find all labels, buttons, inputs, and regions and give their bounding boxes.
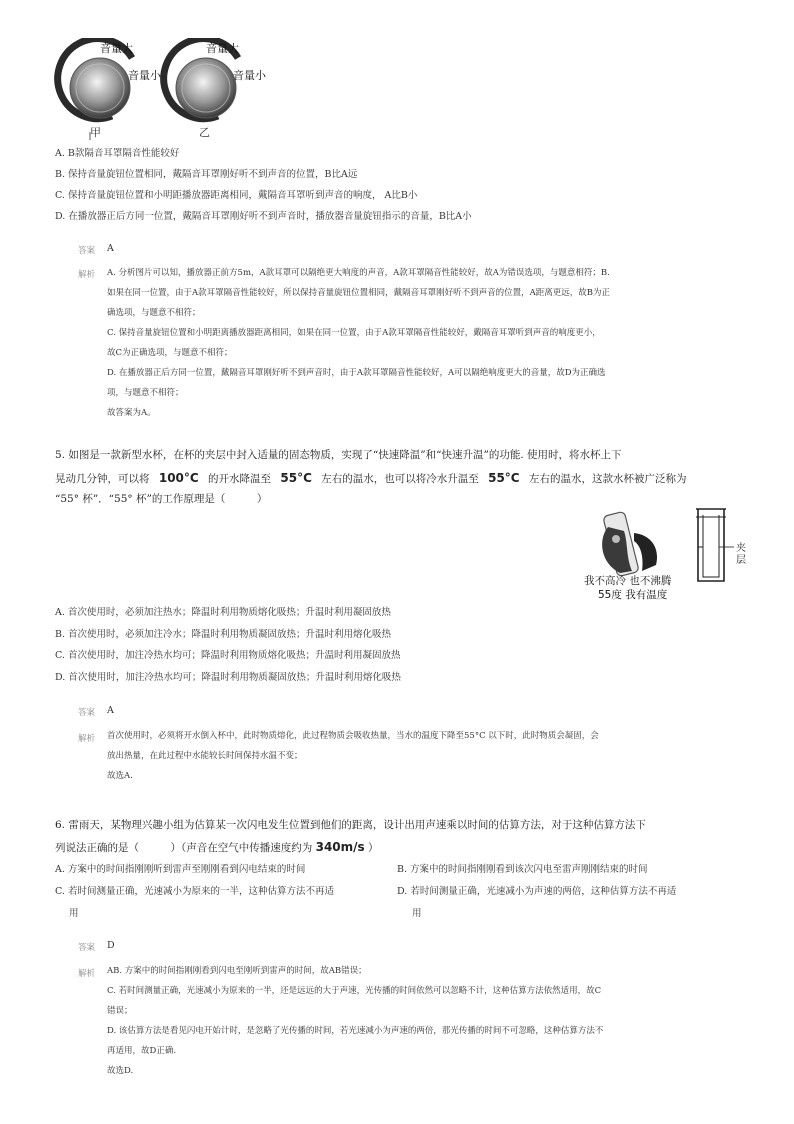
q6-stem-line2 xyxy=(55,836,379,860)
knob-a-label-top: 音量大 xyxy=(100,42,133,55)
q6-stem-line1: 6. 雷雨天，某物理兴趣小组为估算某一次闪电发生位置到他们的距离，设计出用声速乘以时间的估算方法，对于这种估算方法下 xyxy=(55,819,646,831)
hand-cup-icon xyxy=(602,511,657,576)
knob-b-label-side: 音量小 xyxy=(233,69,266,82)
q6-analysis-line: 错误； xyxy=(107,1006,133,1016)
q5-analysis-line: 故选A. xyxy=(107,771,133,781)
q6-stem-text: ） xyxy=(368,842,379,854)
q5-analysis-label: 解析 xyxy=(78,734,96,744)
q5-option-d: D. 首次使用时，加注冷热水均可；降温时利用物质凝固放热；升温时利用熔化吸热 xyxy=(55,672,401,683)
volume-knob-graphics xyxy=(50,38,290,140)
q6-answer-value: D xyxy=(107,940,115,951)
q5-temp-target: 55°C xyxy=(488,471,520,485)
q5-temp-target: 55°C xyxy=(280,471,312,485)
q4-option-d: D. 在播放器正后方同一位置，戴隔音耳罩刚好听不到声音时，播放器音量旋钮指示的音量，B比A小 xyxy=(55,211,472,222)
q4-answer-label: 答案 xyxy=(78,246,96,256)
q5-analysis-line: 首次使用时，必须将开水倒入杯中，此时物质熔化，此过程物质会吸收热量，当水的温度下降至55°C 以下时，此时物质会凝固，会 xyxy=(107,731,599,741)
q5-stem-text: 左右的温水，也可以将冷水升温至 xyxy=(321,473,479,485)
q5-temp-boiling: 100°C xyxy=(158,471,199,485)
q6-option-b: B. 方案中的时间指刚刚看到该次闪电至雷声刚刚结束的时间 xyxy=(397,864,648,875)
knob-a-caption: 甲 xyxy=(90,126,101,139)
q5-stem-text: 的开水降温至 xyxy=(208,473,272,485)
q5-stem-line1: 5. 如图是一款新型水杯，在杯的夹层中封入适量的固态物质，实现了“快速降温”和“快速升温”的功能. 使用时，将水杯上下 xyxy=(55,449,622,461)
q6-analysis-line: C. 若时间测量正确，光速减小为原来的一半，还是远远的大于声速，光传播的时间依然可以忽略不计，这种估算方法依然适用，故C xyxy=(107,986,602,996)
knob-a-label-side: 音量小 xyxy=(128,69,161,82)
q4-analysis-line: 如果在同一位置，由于A款耳罩隔音性能较好，所以保持音量旋钮位置相同，戴隔音耳罩刚好听不到声音的位置，A距离更远，故B为正 xyxy=(107,288,611,298)
q6-option-d: D. 若时间测量正确，光速减小为声速的两倍，这种估算方法不再适 xyxy=(397,886,677,897)
cup-caption-line1: 我不高冷 也不沸腾 xyxy=(584,575,672,587)
q6-option-d-cont: 用 xyxy=(412,908,422,919)
q4-analysis-line: 故答案为A。 xyxy=(107,408,156,418)
q5-stem-line3: “55° 杯”．“55° 杯”的工作原理是（ ） xyxy=(55,493,268,505)
knob-figure xyxy=(50,38,290,140)
q6-analysis-label: 解析 xyxy=(78,969,96,979)
q4-answer-value: A xyxy=(107,243,114,254)
q4-option-a: A. B款隔音耳罩隔音性能较好 xyxy=(55,148,180,159)
q6-option-c-cont: 用 xyxy=(69,908,79,919)
q5-analysis xyxy=(107,726,599,786)
cup-section-icon xyxy=(696,509,734,581)
cup-side-label: 夹层 xyxy=(736,543,746,566)
q4-analysis-line: D. 在播放器正后方同一位置，戴隔音耳罩刚好听不到声音时，由于A款耳罩隔音性能较好，A可以隔绝响度更大的音量，故D为正确选 xyxy=(107,368,606,378)
q5-answer-label: 答案 xyxy=(78,708,96,718)
q6-sound-speed: 340m/s xyxy=(315,840,365,854)
q5-stem-text: 晃动几分钟，可以将 xyxy=(55,473,150,485)
q6-analysis-line: AB. 方案中的时间指刚刚看到闪电至刚听到雷声的时间，故AB错误； xyxy=(107,966,367,976)
q4-analysis-line: 故C为正确选项，与题意不相符； xyxy=(107,348,233,358)
q6-analysis-line: D. 该估算方法是看见闪电开始计时，是忽略了光传播的时间，若光速减小为声速的两倍，那光传播的时间不可忽略，这种估算方法不 xyxy=(107,1026,604,1036)
q6-analysis-line: 故选D. xyxy=(107,1066,134,1076)
cup-figure xyxy=(580,505,760,605)
q6-analysis xyxy=(107,961,603,1081)
q6-answer-label: 答案 xyxy=(78,943,96,953)
cup-caption-line2: 55度 我有温度 xyxy=(598,589,668,601)
q5-answer-value: A xyxy=(107,705,114,716)
q4-analysis-line: 项，与题意不相符； xyxy=(107,388,184,398)
q4-option-b: B. 保持音量旋钮位置相同，戴隔音耳罩刚好听不到声音的位置，B比A远 xyxy=(55,169,358,180)
q6-analysis-line: 再适用，故D正确. xyxy=(107,1046,177,1056)
q5-analysis-line: 放出热量，在此过程中水能较长时间保持水温不变； xyxy=(107,751,303,761)
q4-option-c: C. 保持音量旋钮位置和小明距播放器距离相同，戴隔音耳罩听到声音的响度， A比B小 xyxy=(55,190,418,201)
q6-stem-text: 列说法正确的是（ ）（声音在空气中传播速度约为 xyxy=(55,842,313,854)
q5-option-a: A. 首次使用时，必须加注热水；降温时利用物质熔化吸热；升温时利用凝固放热 xyxy=(55,607,391,618)
q6-option-c: C. 若时间测量正确，光速减小为原来的一半，这种估算方法不再适 xyxy=(55,886,334,897)
q5-stem-text: 左右的温水，这款水杯被广泛称为 xyxy=(528,473,687,485)
q5-option-b: B. 首次使用时，必须加注冷水；降温时利用物质凝固放热；升温时利用熔化吸热 xyxy=(55,629,392,640)
knob-b-label-top: 音量大 xyxy=(206,42,239,55)
q4-analysis-line: 确选项，与题意不相符； xyxy=(107,308,201,318)
q4-analysis-line: A. 分析图片可以知，播放器正前方5m，A款耳罩可以隔绝更大响度的声音，A款耳罩隔音性能较好，故A为错误选项，与题意相符；B. xyxy=(107,268,610,278)
q4-analysis xyxy=(107,263,610,423)
q4-analysis-label: 解析 xyxy=(78,270,96,280)
q6-option-a: A. 方案中的时间指刚刚听到雷声至刚刚看到闪电结束的时间 xyxy=(55,864,306,875)
q4-analysis-line: C. 保持音量旋钮位置和小明距离播放器距离相同，如果在同一位置，由于A款耳罩隔音性能较好，戴隔音耳罩听到声音的响度更小， xyxy=(107,328,601,338)
q5-option-c: C. 首次使用时，加注冷热水均可；降温时利用物质熔化吸热；升温时利用凝固放热 xyxy=(55,650,401,661)
knob-b-caption: 乙 xyxy=(199,126,210,139)
